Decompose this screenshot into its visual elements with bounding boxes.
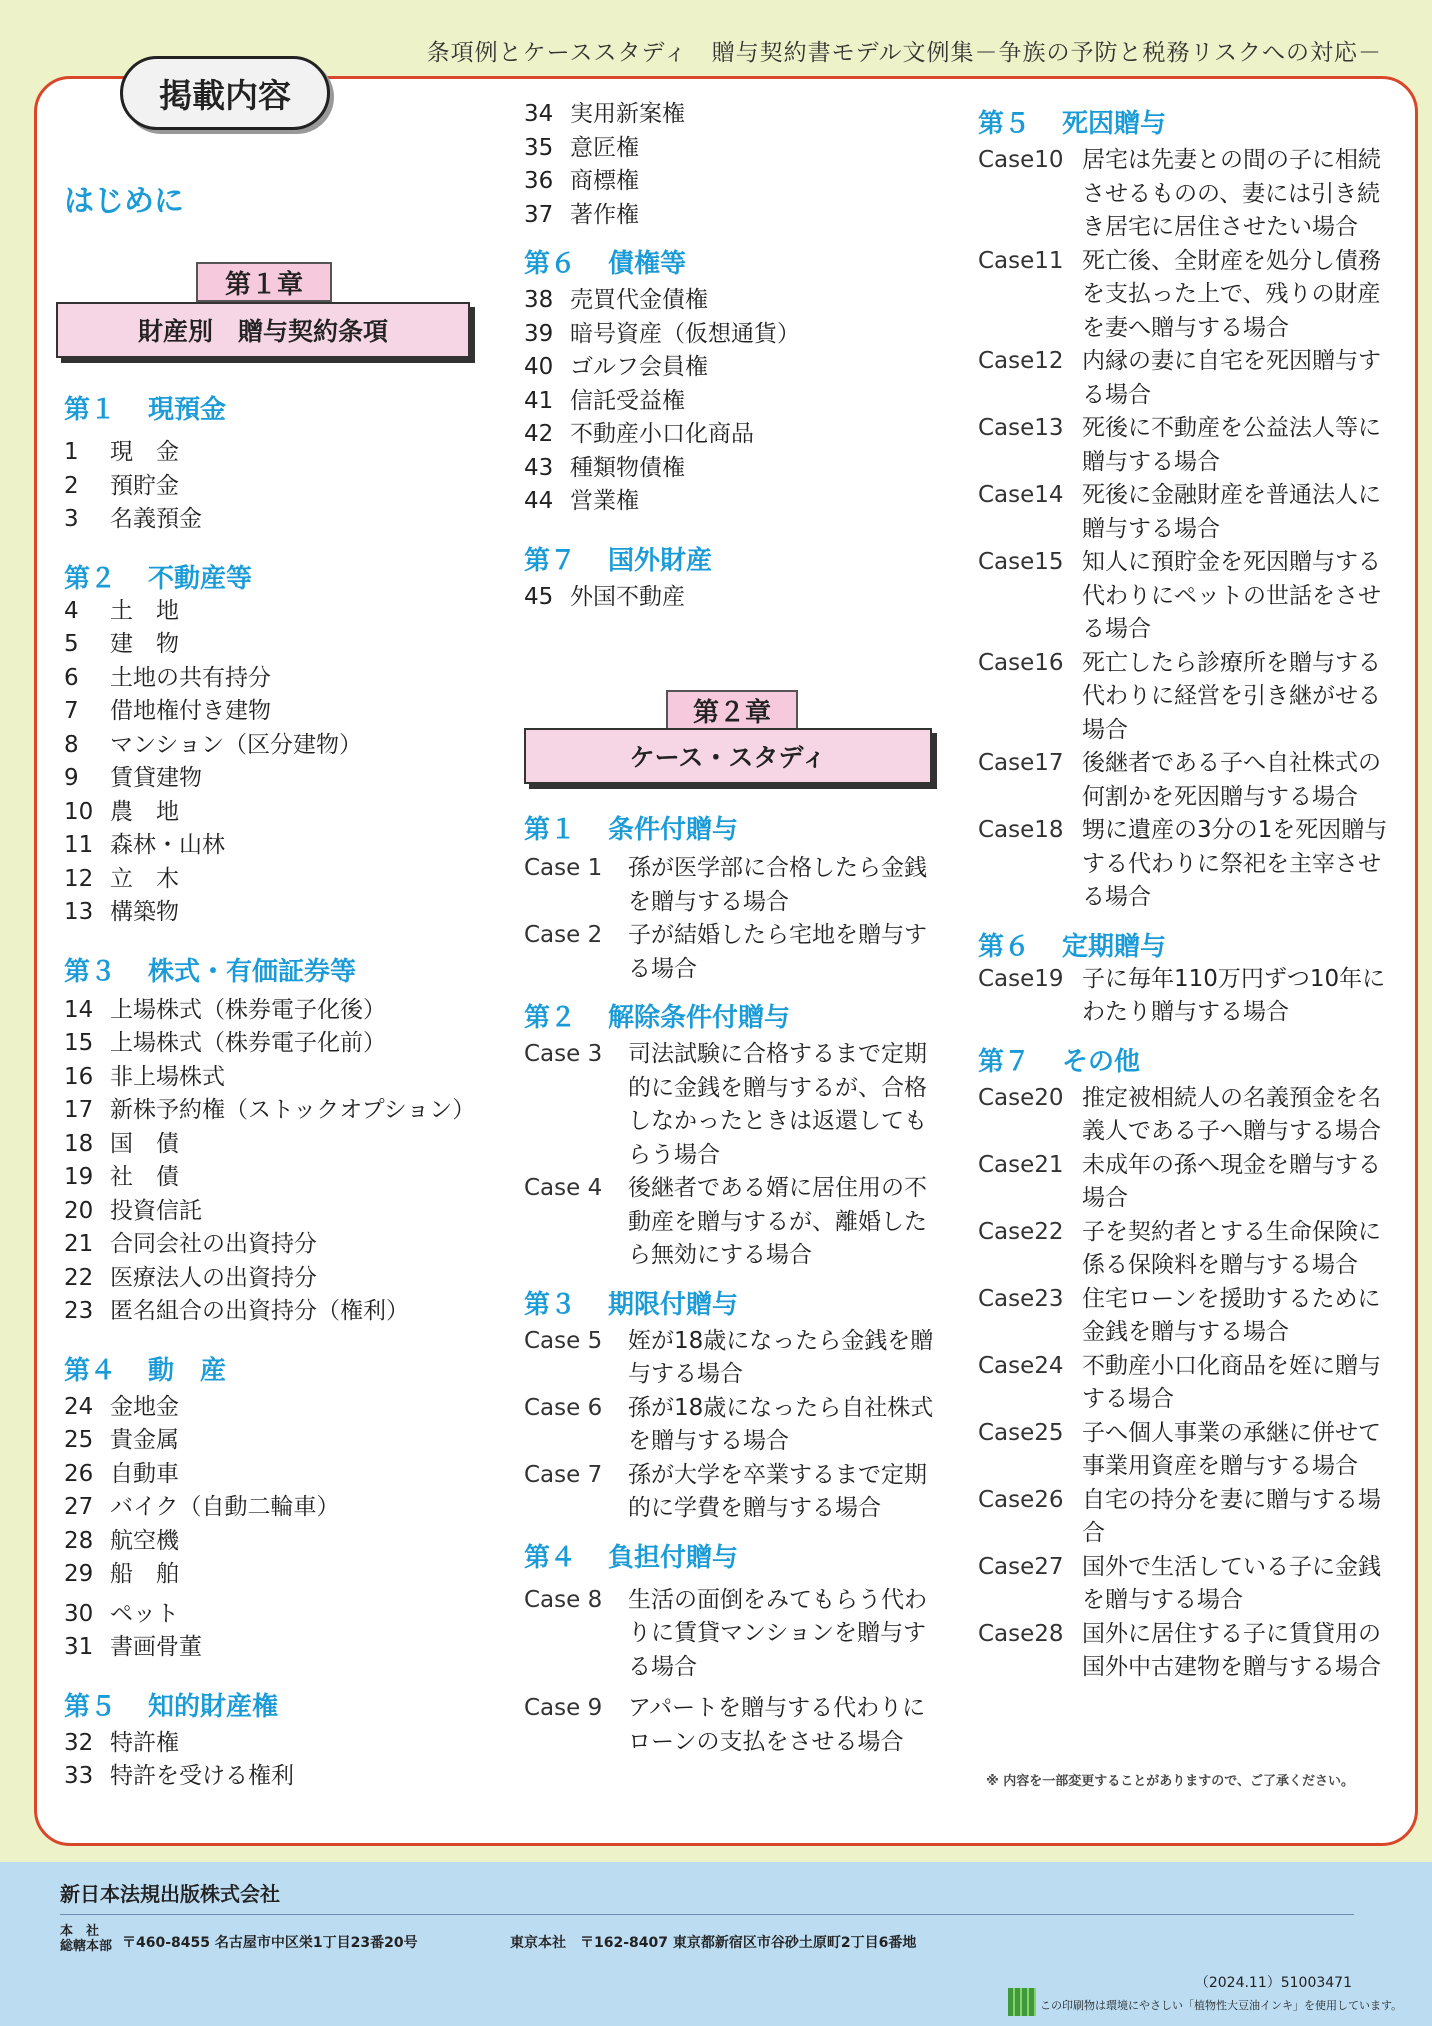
list-item: 42 不動産小口化商品 <box>524 421 754 447</box>
case-list <box>524 1325 944 1526</box>
case-item: Case 8 生活の面倒をみてもらう代わりに賃貸マンションを贈与する場合 <box>524 1586 927 1680</box>
list-item: 28 航空機 <box>64 1527 179 1554</box>
case-list <box>524 1038 944 1273</box>
list-item: 45 外国不動産 <box>524 583 685 610</box>
case-item: Case 6 孫が18歳になったら自社株式を贈与する場合 <box>524 1394 934 1454</box>
list-item: 7 借地権付き建物 <box>64 698 271 724</box>
section-heading: 第５ 知的財産権 <box>64 1691 279 1722</box>
section-heading: 第４ 動 産 <box>64 1355 227 1386</box>
section-heading: 第６ 債権等 <box>524 249 687 279</box>
case-item: Case13 死後に不動産を公益法人等に贈与する場合 <box>978 415 1381 475</box>
case-item: Case28 国外に居住する子に賃貸用の国外中古建物を贈与する場合 <box>978 1620 1381 1680</box>
hq-label: 本 社 総轄本部 <box>60 1924 113 1954</box>
list-item: 21 合同会社の出資持分 <box>64 1231 317 1257</box>
intro-heading: はじめに <box>64 184 184 219</box>
case-item: Case 3 司法試験に合格するまで定期的に金銭を贈与するが、合格しなかったときは返還してもらう場合 <box>524 1041 927 1168</box>
item-list <box>64 436 484 537</box>
list-item: 9 賃貸建物 <box>64 765 202 791</box>
chapter2-title: ケース・スタディ <box>524 728 932 784</box>
case-item: Case11 死亡後、全財産を処分し債務を支払った上で、残りの財産を妻へ贈与する場合 <box>978 247 1381 341</box>
list-item: 3 名義預金 <box>64 506 202 532</box>
list-item: 34 実用新案権 <box>524 101 685 127</box>
eco-ink-icon <box>1008 1988 1036 2016</box>
column-2 <box>524 98 944 614</box>
column-2-cases <box>524 798 944 1759</box>
case-item: Case 2 子が結婚したら宅地を贈与する場合 <box>524 922 927 982</box>
disclaimer-note: ※ 内容を一部変更することがありますので、ご了承ください。 <box>986 1774 1354 1789</box>
list-item: 14 上場株式（株券電子化後） <box>64 996 386 1023</box>
case-item: Case27 国外で生活している子に金銭を贈与する場合 <box>978 1553 1381 1613</box>
case-item: Case20 推定被相続人の名義預金を名義人である子へ贈与する場合 <box>978 1084 1381 1144</box>
list-item: 38 売買代金債権 <box>524 287 708 313</box>
list-item: 25 貴金属 <box>64 1427 179 1453</box>
section-heading: 第７ 国外財産 <box>524 545 713 576</box>
item-list <box>64 595 484 930</box>
item-list <box>64 994 484 1329</box>
case-item: Case19 子に毎年110万円ずつ10年にわたり贈与する場合 <box>978 965 1386 1025</box>
eco-ink-note: この印刷物は環境にやさしい「植物性大豆油インキ」を使用しています。 <box>1040 1999 1403 2012</box>
case-item: Case 1 孫が医学部に合格したら金銭を贈与する場合 <box>524 855 927 915</box>
hq-address: 〒460-8455 名古屋市中区栄1丁目23番20号 <box>122 1935 418 1951</box>
section-heading: 第６ 定期贈与 <box>978 931 1167 962</box>
case-item: Case15 知人に預貯金を死因贈与する代わりにペットの世話をさせる場合 <box>978 549 1381 642</box>
list-item: 36 商標権 <box>524 168 639 194</box>
list-item: 44 営業権 <box>524 488 639 514</box>
footer <box>0 1862 1432 2026</box>
list-item: 30 ペット <box>64 1600 179 1627</box>
case-item: Case23 住宅ローンを援助するために金銭を贈与する場合 <box>978 1285 1381 1345</box>
case-item: Case16 死亡したら診療所を贈与する代わりに経営を引き継がせる場合 <box>978 649 1381 743</box>
chapter1-title: 財産別 贈与契約条項 <box>56 302 470 358</box>
list-item: 26 自動車 <box>64 1460 179 1487</box>
case-item: Case21 未成年の孫へ現金を贈与する場合 <box>978 1151 1381 1211</box>
list-item: 40 ゴルフ会員権 <box>524 354 708 380</box>
list-item: 29 船 舶 <box>64 1561 179 1587</box>
column-1 <box>64 378 484 1794</box>
list-item: 23 匿名組合の出資持分（権利） <box>64 1298 409 1324</box>
list-item: 17 新株予約権（ストックオプション） <box>64 1097 476 1123</box>
section-heading: 第３ 株式・有価証券等 <box>64 956 357 987</box>
item-list <box>64 1391 484 1665</box>
footer-divider <box>60 1914 1354 1915</box>
list-item: 31 書画骨董 <box>64 1634 202 1660</box>
list-item: 19 社 債 <box>64 1164 179 1190</box>
case-item: Case12 内縁の妻に自宅を死因贈与する場合 <box>978 348 1381 408</box>
section-heading: 第５ 死因贈与 <box>978 109 1167 139</box>
list-item: 5 建 物 <box>64 631 179 657</box>
list-item: 33 特許を受ける権利 <box>64 1763 294 1789</box>
list-item: 8 マンション（区分建物） <box>64 731 362 758</box>
list-item: 1 現 金 <box>64 439 179 465</box>
case-item: Case24 不動産小口化商品を姪に贈与する場合 <box>978 1352 1381 1412</box>
section-heading: 第１ 現預金 <box>64 395 227 425</box>
section-heading: 第２ 不動産等 <box>64 563 253 594</box>
case-list <box>524 852 944 986</box>
catalog-code: （2024.11）51003471 <box>1194 1975 1352 1991</box>
document-title: 条項例とケーススタディ 贈与契約書モデル文例集－争族の予防と税務リスクへの対応－ <box>426 40 1382 66</box>
item-list <box>524 581 944 615</box>
case-item: Case 5 姪が18歳になったら金銭を贈与する場合 <box>524 1327 934 1387</box>
item-list <box>64 1727 484 1794</box>
list-item: 15 上場株式（株券電子化前） <box>64 1030 386 1056</box>
section-heading: 第７ その他 <box>978 1046 1141 1077</box>
list-item: 22 医療法人の出資持分 <box>64 1264 317 1291</box>
tokyo-address: 東京本社 〒162-8407 東京都新宿区市谷砂土原町2丁目6番地 <box>510 1935 917 1951</box>
case-item: Case 7 孫が大学を卒業するまで定期的に学費を贈与する場合 <box>524 1461 927 1521</box>
case-item: Case 4 後継者である婿に居住用の不動産を贈与するが、離婚したら無効にする場合 <box>524 1175 927 1268</box>
case-list <box>978 1082 1398 1685</box>
column-3 <box>978 92 1398 1685</box>
case-item: Case18 甥に遺産の3分の1を死因贈与する代わりに祭祀を主宰させる場合 <box>978 817 1388 910</box>
list-item: 6 土地の共有持分 <box>64 664 271 691</box>
section-heading: 第２ 解除条件付贈与 <box>524 1003 791 1033</box>
list-item: 39 暗号資産（仮想通貨） <box>524 320 800 347</box>
list-item: 18 国 債 <box>64 1130 179 1157</box>
case-list <box>978 963 1398 1030</box>
list-item: 27 バイク（自動二輪車） <box>64 1494 340 1520</box>
list-item: 43 種類物債権 <box>524 454 685 481</box>
section-heading: 第３ 期限付贈与 <box>524 1289 739 1320</box>
case-item: Case26 自宅の持分を妻に贈与する場合 <box>978 1486 1381 1546</box>
list-item: 11 森林・山林 <box>64 832 225 858</box>
item-list <box>524 98 944 232</box>
list-item: 37 著作権 <box>524 201 639 228</box>
case-list <box>978 144 1398 915</box>
contents-badge: 掲載内容 <box>120 56 330 130</box>
section-heading: 第１ 条件付贈与 <box>524 815 739 845</box>
item-list <box>524 284 944 519</box>
list-item: 4 土 地 <box>64 597 179 624</box>
list-item: 16 非上場株式 <box>64 1063 225 1090</box>
list-item: 35 意匠権 <box>524 134 639 161</box>
publisher-name: 新日本法規出版株式会社 <box>60 1882 280 1906</box>
case-item: Case14 死後に金融財産を普通法人に贈与する場合 <box>978 482 1381 542</box>
chapter1-tag: 第１章 <box>196 262 332 302</box>
list-item: 41 信託受益権 <box>524 387 685 414</box>
list-item: 12 立 木 <box>64 865 179 892</box>
case-item: Case 9 アパートを贈与する代わりにローンの支払をさせる場合 <box>524 1695 926 1755</box>
list-item: 24 金地金 <box>64 1393 179 1420</box>
section-heading: 第４ 負担付贈与 <box>524 1542 739 1573</box>
chapter2-tag: 第２章 <box>666 690 798 730</box>
case-list <box>524 1584 944 1760</box>
case-item: Case22 子を契約者とする生命保険に係る保険料を贈与する場合 <box>978 1218 1381 1278</box>
list-item: 13 構築物 <box>64 899 179 925</box>
case-item: Case25 子へ個人事業の承継に併せて事業用資産を贈与する場合 <box>978 1419 1381 1479</box>
list-item: 20 投資信託 <box>64 1197 202 1224</box>
list-item: 2 預貯金 <box>64 472 179 499</box>
list-item: 10 農 地 <box>64 798 179 825</box>
case-item: Case17 後継者である子へ自社株式の何割かを死因贈与する場合 <box>978 750 1381 810</box>
list-item: 32 特許権 <box>64 1729 179 1756</box>
case-item: Case10 居宅は先妻との間の子に相続させるものの、妻には引き続き居宅に居住させたい場合 <box>978 147 1381 240</box>
